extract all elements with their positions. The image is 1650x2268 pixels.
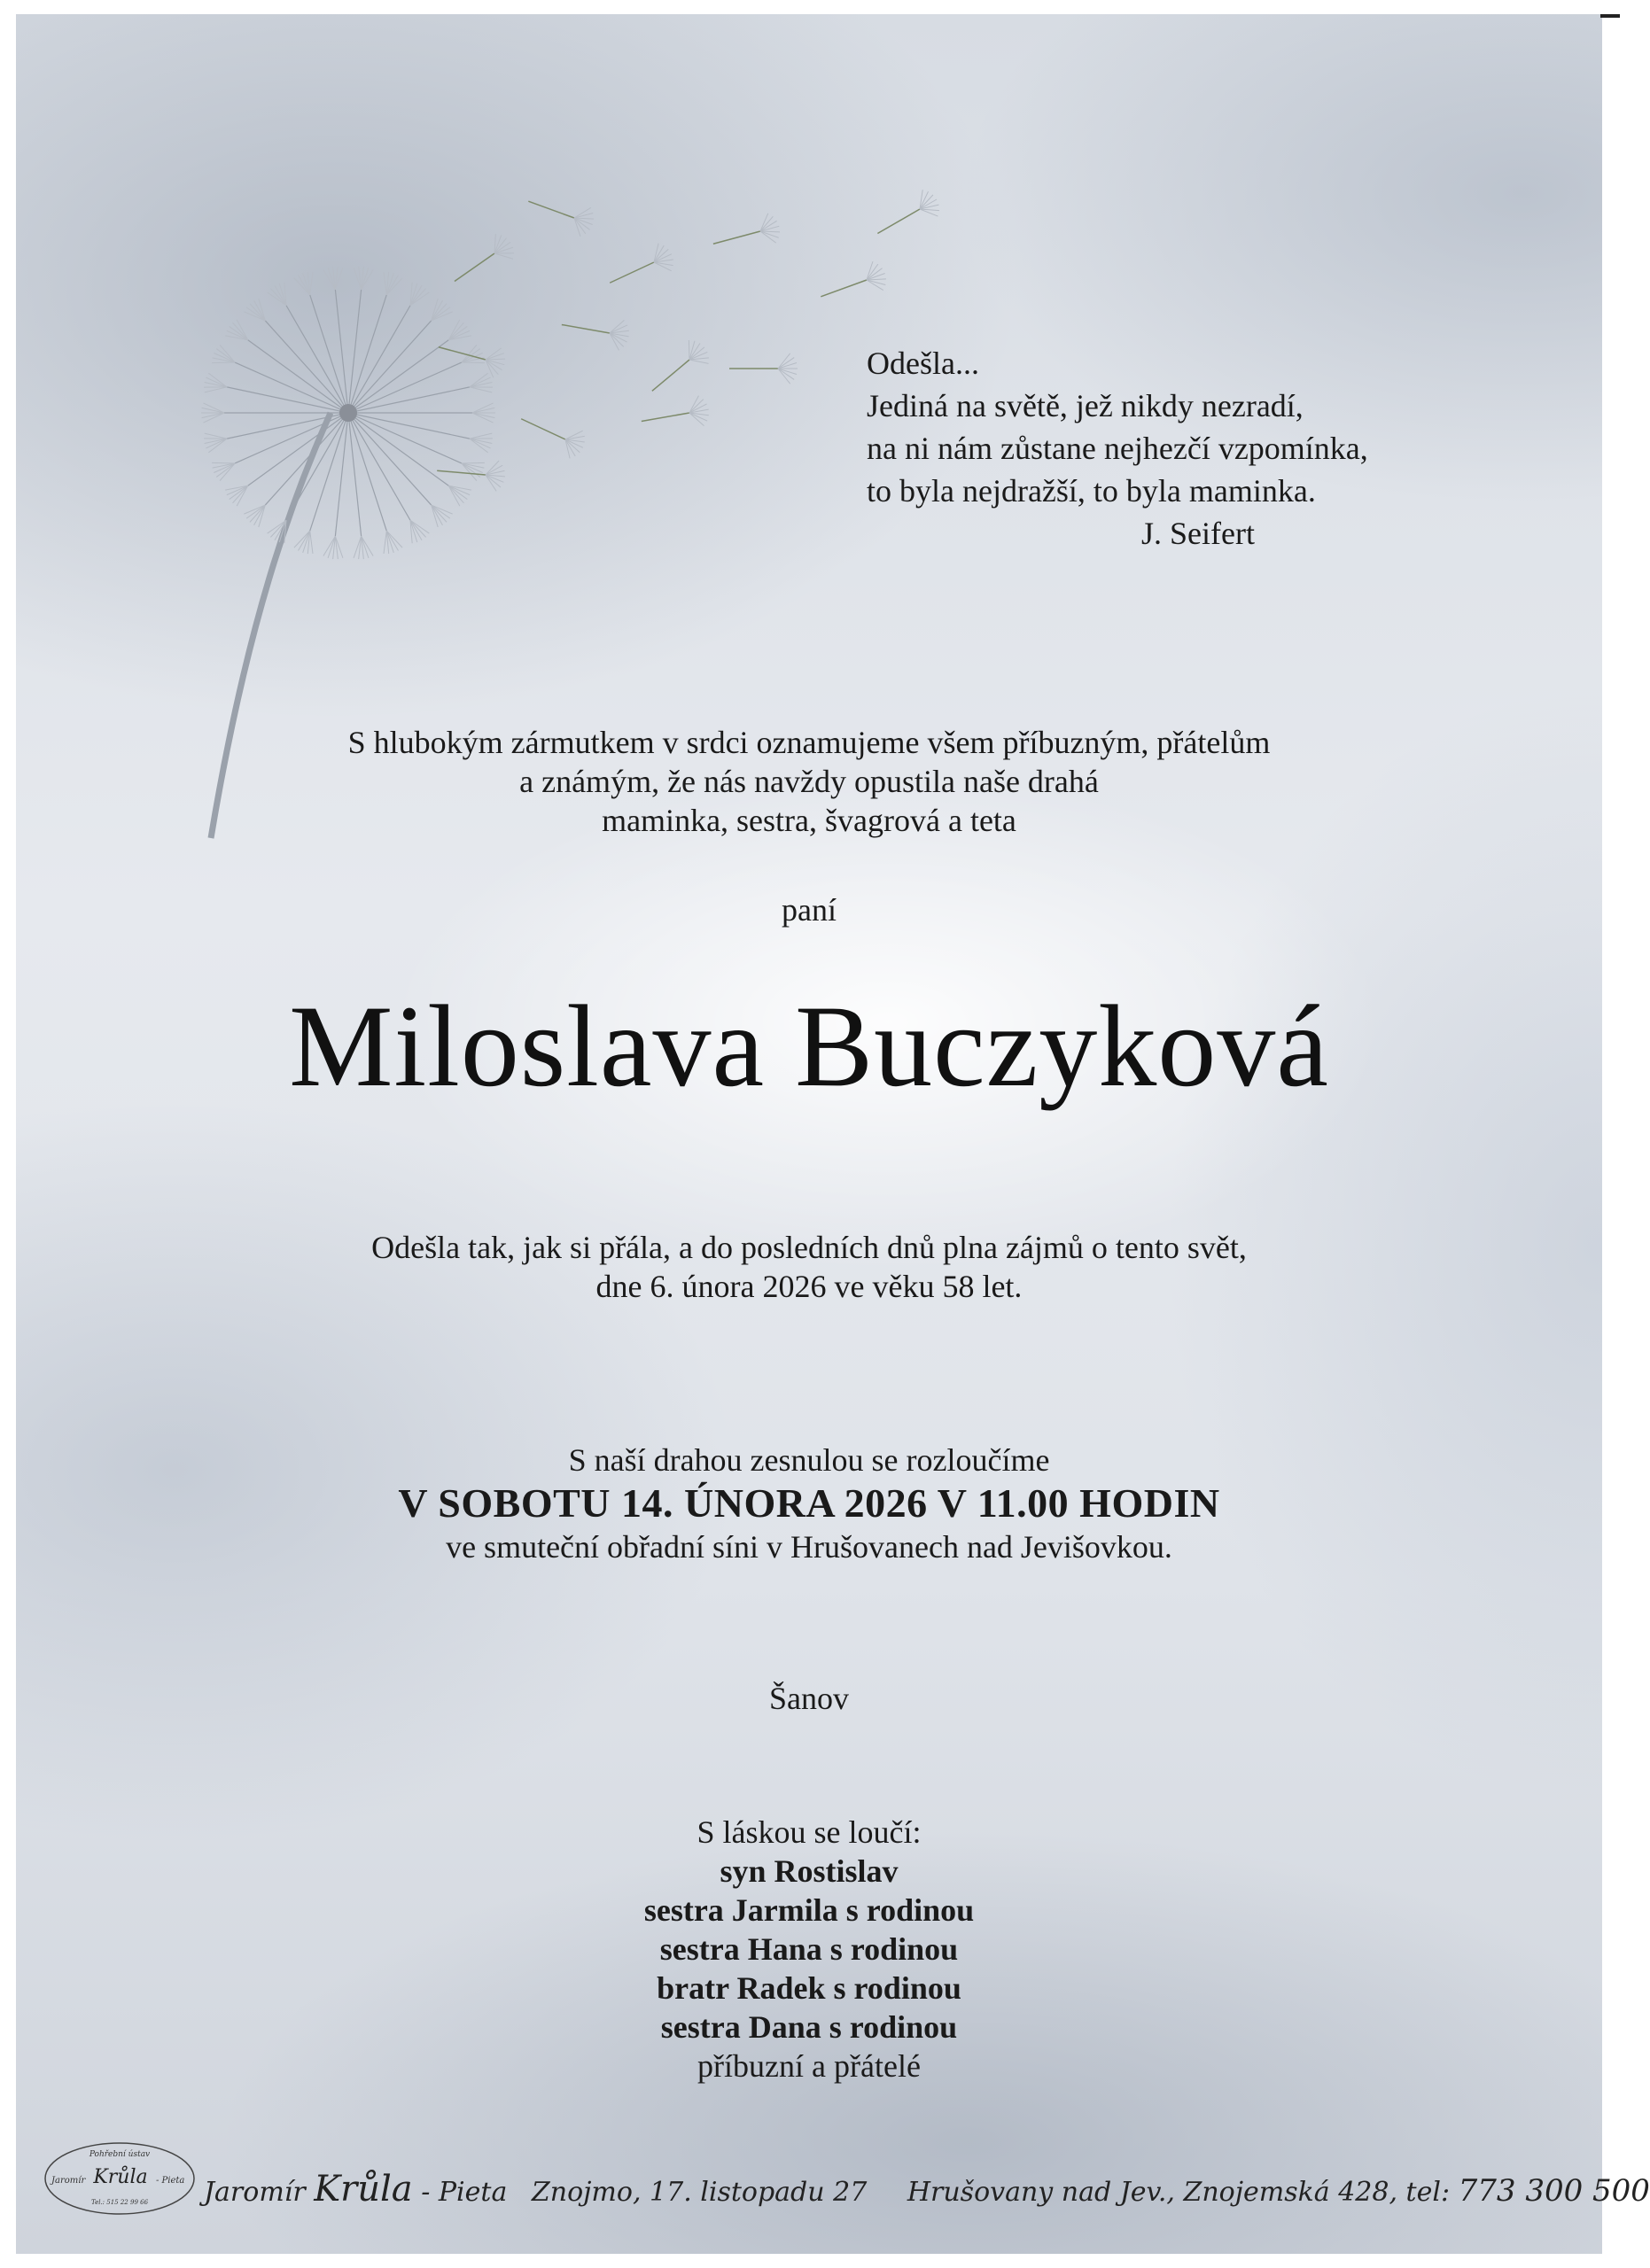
mourner-item: syn Rostislav xyxy=(720,1853,899,1889)
dandelion-seed xyxy=(434,332,508,379)
ceremony-location: ve smuteční obřadní síni v Hrušovanech nad Jevišovkou. xyxy=(446,1529,1172,1565)
dandelion-tuft xyxy=(212,362,235,363)
footer-brand: Krůla xyxy=(314,2169,413,2210)
logo-bottom-text: Tel.: 515 22 99 66 xyxy=(90,2199,149,2206)
mourner-item: sestra Jarmila s rodinou xyxy=(643,1892,975,1928)
announcement-text xyxy=(16,723,1602,840)
dandelion-seed xyxy=(815,259,890,311)
dandelion-tuft xyxy=(310,272,313,295)
dandelion-tuft xyxy=(202,408,224,413)
ceremony-intro: S naší drahou zesnulou se rozloučíme xyxy=(568,1442,1050,1478)
mourners-heading: S láskou se loučí: xyxy=(697,1814,922,1850)
footer-branch-hrusovany: Hrušovany nad Jev., Znojemská 428, tel: xyxy=(907,2177,1451,2208)
dandelion-tuft xyxy=(384,272,386,295)
death-info xyxy=(16,1228,1602,1306)
dandelion-seed xyxy=(436,455,507,492)
logo-right-text: - Pieta xyxy=(156,2176,185,2186)
mourner-item: bratr Radek s rodinou xyxy=(657,1970,961,2006)
dandelion-seed xyxy=(559,309,632,351)
poem-line: Jediná na světě, jež nikdy nezradí, xyxy=(867,388,1304,423)
mourners-closing: příbuzní a přátelé xyxy=(697,2048,921,2084)
dandelion-tuft xyxy=(310,531,313,554)
honorific: paní xyxy=(782,892,837,928)
dandelion-seed xyxy=(709,212,782,259)
mourners-list xyxy=(16,1813,1602,2085)
dandelion-ray xyxy=(348,321,432,413)
dandelion-tuft xyxy=(472,408,494,413)
dandelion-seed xyxy=(523,187,597,239)
ceremony-date: V SOBOTU 14. ÚNORA 2026 V 11.00 HODIN xyxy=(398,1480,1220,1526)
poem-line: to byla nejdražší, to byla maminka. xyxy=(867,473,1316,509)
dandelion-head xyxy=(201,267,495,559)
dandelion-ray xyxy=(235,362,348,413)
poem-line: Odešla... xyxy=(867,346,979,381)
funeral-service-logo xyxy=(43,2139,198,2218)
dandelion-tuft xyxy=(203,403,224,413)
dandelion-ray xyxy=(348,362,462,413)
footer-phone: 773 300 500 xyxy=(1458,2173,1650,2209)
footer-suffix: - Pieta xyxy=(421,2177,508,2208)
footer-contact xyxy=(204,2169,1650,2210)
announcement-line: S hlubokým zármutkem v srdci oznamujeme všem příbuzným, přátelům xyxy=(347,725,1271,760)
dandelion-tuft xyxy=(472,413,494,418)
dandelion-tuft xyxy=(205,433,227,439)
dandelion-core xyxy=(339,404,357,422)
mourner-item: sestra Dana s rodinou xyxy=(660,2009,958,2045)
dandelion-ray xyxy=(265,413,348,505)
dandelion-tuft xyxy=(472,403,494,413)
scan-corner-mark xyxy=(1600,14,1620,18)
mourner-item: sestra Hana s rodinou xyxy=(659,1931,959,1967)
dandelion-seed xyxy=(639,394,712,436)
poem xyxy=(867,342,1368,555)
death-info-line: dne 6. února 2026 ve věku 58 let. xyxy=(595,1269,1023,1304)
logo-brand-text: Krůla xyxy=(93,2166,148,2188)
dandelion-tuft xyxy=(205,387,227,392)
poem-author: J. Seifert xyxy=(1141,516,1255,551)
dandelion-ray xyxy=(235,413,348,463)
dandelion-tuft xyxy=(410,292,429,306)
dandelion-tuft xyxy=(203,413,224,423)
notice-sheet xyxy=(16,14,1650,2254)
funeral-service-footer xyxy=(43,2132,1650,2229)
dandelion-seed xyxy=(870,186,945,246)
dandelion-ray xyxy=(348,413,462,463)
logo-left-text: Jaromír xyxy=(51,2176,86,2186)
announcement-line: a známým, že nás navždy opustila naše drahá xyxy=(519,764,1099,799)
dandelion-tuft xyxy=(470,433,492,439)
dandelion-tuft xyxy=(472,413,494,423)
footer-prefix: Jaromír xyxy=(204,2177,306,2208)
dandelion-tuft xyxy=(212,462,235,463)
dandelion-seed xyxy=(515,405,589,462)
dandelion-tuft xyxy=(202,413,224,418)
dandelion-tuft xyxy=(410,520,429,533)
death-info-line: Odešla tak, jak si přála, a do posledních dnů plna zájmů o tento svět, xyxy=(371,1230,1247,1265)
dandelion-tuft xyxy=(384,531,386,554)
logo-top-text: Pohřební ústav xyxy=(89,2150,151,2159)
dandelion-seed xyxy=(603,240,678,297)
footer-branch-znojmo: Znojmo, 17. listopadu 27 xyxy=(531,2177,868,2208)
dandelion-tuft xyxy=(462,462,485,463)
dandelion-seed xyxy=(446,229,519,293)
poem-line: na ni nám zůstane nejhezčí vzpomínka, xyxy=(867,431,1368,466)
announcement-line: maminka, sestra, švagrová a teta xyxy=(602,803,1016,838)
dandelion-ray xyxy=(348,413,432,505)
ceremony-info xyxy=(16,1441,1602,1566)
place-name: Šanov xyxy=(769,1681,849,1716)
dandelion-seed xyxy=(642,336,714,403)
dandelion-seed xyxy=(729,353,798,384)
dandelion-tuft xyxy=(268,292,286,306)
dandelion-ray xyxy=(265,321,348,413)
dandelion-tuft xyxy=(462,362,485,363)
deceased-name: Miloslava Buczyková xyxy=(289,981,1329,1111)
dandelion-tuft xyxy=(470,387,492,392)
